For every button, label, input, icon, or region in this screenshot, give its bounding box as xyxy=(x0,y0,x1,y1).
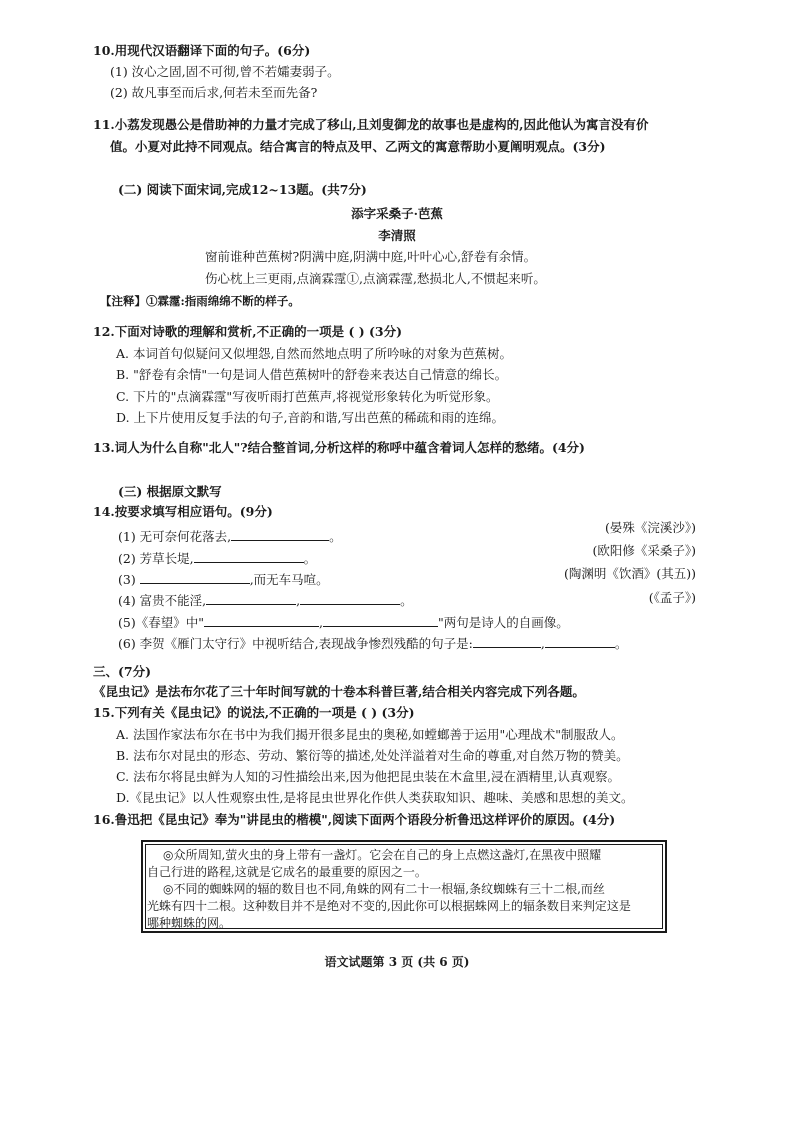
poem-author: 李清照 xyxy=(378,228,416,243)
poem-note: 【注释】①霖霪:指雨绵绵不断的样子。 xyxy=(100,294,300,308)
part-3-intro: 《昆虫记》是法布尔花了三十年时间写就的十卷本科普巨著,结合相关内容完成下列各题。 xyxy=(93,684,585,699)
q14-item-3-label: (3) xyxy=(118,572,136,587)
poem-title: 添字采桑子·芭蕉 xyxy=(351,206,443,221)
q14-answer-blank-3[interactable] xyxy=(140,571,250,584)
excerpt-line-2: 自己行进的路程,这就是它成名的最重要的原因之一。 xyxy=(147,865,427,879)
q14-source-4: (《孟子》) xyxy=(648,590,696,605)
q10-sentence-2: (2) 故凡事至而后求,何若未至而先备? xyxy=(110,85,318,100)
q14-answer-blank-5b[interactable] xyxy=(323,614,438,627)
q15-option-d: D.《昆虫记》以人性观察虫性,是将昆虫世界化作供人类获取知识、趣味、美感和思想的美文。 xyxy=(116,790,634,805)
q14-source-3: (陶渊明《饮酒》(其五)) xyxy=(563,566,696,581)
q14-answer-blank-2[interactable] xyxy=(194,550,304,563)
section-3-heading: (三) 根据原文默写 xyxy=(118,484,222,499)
q13-stem: 13.词人为什么自称"北人"?结合整首词,分析这样的称呼中蕴含着词人怎样的愁绪。(4分) xyxy=(93,440,585,455)
q10-stem: 10.用现代汉语翻译下面的句子。(6分) xyxy=(93,43,311,58)
q14-item-3 xyxy=(118,571,329,588)
q10-sentence-1: (1) 汝心之固,固不可彻,曾不若孀妻弱子。 xyxy=(110,64,340,79)
q14-item-6: (6) 李贺《雁门太守行》中视听结合,表现战争惨烈残酷的句子是: , 。 xyxy=(118,636,628,651)
q15-option-c: C. 法布尔将昆虫鲜为人知的习性描绘出来,因为他把昆虫装在木盒里,浸在酒精里,认真观察。 xyxy=(116,769,620,784)
q16-stem: 16.鲁迅把《昆虫记》奉为"讲昆虫的楷模",阅读下面两个语段分析鲁迅这样评价的原因。(4分) xyxy=(93,812,616,827)
q14-item-2: (2) 芳草长堤, 。 xyxy=(118,551,317,566)
q14-answer-blank-6b[interactable] xyxy=(545,635,615,648)
excerpt-line-5: 哪种蜘蛛的网。 xyxy=(147,916,232,930)
page-footer: 语文试题第 3 页 (共 6 页) xyxy=(324,955,470,969)
q12-option-d: D. 上下片使用反复手法的句子,音韵和谐,写出芭蕉的稀疏和雨的连绵。 xyxy=(116,410,504,425)
q16-excerpt-box xyxy=(141,840,667,933)
q14-answer-blank-4b[interactable] xyxy=(300,592,400,605)
q14-source-2: (欧阳修《采桑子》) xyxy=(592,543,696,558)
q14-answer-blank-1[interactable] xyxy=(231,528,329,541)
poem-line-1: 窗前谁种芭蕉树?阴满中庭,阴满中庭,叶叶心心,舒卷有余情。 xyxy=(205,249,537,264)
q14-item-5-label: (5)《春望》中" xyxy=(118,615,204,630)
section-2-heading: (二) 阅读下面宋词,完成12~13题。(共7分) xyxy=(118,182,367,197)
q14-item-6-text: (6) 李贺《雁门太守行》中视听结合,表现战争惨烈残酷的句子是: xyxy=(118,636,473,651)
q11-line-1: 11.小荔发现愚公是借助神的力量才完成了移山,且刘叟御龙的故事也是虚构的,因此他认为寓言没有价 xyxy=(93,117,649,132)
excerpt-line-3: ◎不同的蜘蛛网的辐的数目也不同,角蛛的网有二十一根辐,条纹蜘蛛有三十二根,而丝 xyxy=(163,882,605,896)
q14-item-4: (4) 富贵不能淫, , 。 xyxy=(118,593,413,608)
q14-item-1-text: (1) 无可奈何花落去, xyxy=(118,529,232,544)
q12-stem: 12.下面对诗歌的理解和赏析,不正确的一项是 ( ) (3分) xyxy=(93,324,403,339)
q12-option-a: A. 本词首句似疑问又似埋怨,自然而然地点明了所吟咏的对象为芭蕉树。 xyxy=(116,346,512,361)
part-3-heading: 三、(7分) xyxy=(93,664,152,679)
excerpt-line-4: 光蛛有四十二根。这种数目并不是绝对不变的,因此你可以根据蛛网上的辐条数目来判定这是 xyxy=(147,899,631,913)
q14-answer-blank-4a[interactable] xyxy=(206,592,296,605)
q14-item-2-text: (2) 芳草长堤, xyxy=(118,551,194,566)
q14-source-1: (晏殊《浣溪沙》) xyxy=(604,520,696,535)
q14-item-3-text: ,而无车马喧。 xyxy=(249,572,329,587)
q14-stem: 14.按要求填写相应语句。(9分) xyxy=(93,504,273,519)
poem-line-2: 伤心枕上三更雨,点滴霖霪①,点滴霖霪,愁损北人,不惯起来听。 xyxy=(205,271,546,286)
q14-item-1: (1) 无可奈何花落去, 。 xyxy=(118,529,342,544)
q14-answer-blank-5a[interactable] xyxy=(204,614,319,627)
q14-item-4-text: (4) 富贵不能淫, xyxy=(118,593,207,608)
q12-option-c: C. 下片的"点滴霖霪"写夜听雨打芭蕉声,将视觉形象转化为听觉形象。 xyxy=(116,389,499,404)
q12-option-b: B. "舒卷有余情"一句是词人借芭蕉树叶的舒卷来表达自己情意的绵长。 xyxy=(116,367,508,382)
q11-line-2: 值。小夏对此持不同观点。结合寓言的特点及甲、乙两文的寓意帮助小夏阐明观点。(3分) xyxy=(110,139,606,154)
q15-option-b: B. 法布尔对昆虫的形态、劳动、繁衍等的描述,处处洋溢着对生命的尊重,对自然万物的赞美。 xyxy=(116,748,629,763)
q14-item-5-text: "两句是诗人的自画像。 xyxy=(437,615,569,630)
excerpt-line-1: ◎众所周知,萤火虫的身上带有一盏灯。它会在自己的身上点燃这盏灯,在黑夜中照耀 xyxy=(163,848,602,862)
q14-answer-blank-6a[interactable] xyxy=(473,635,541,648)
q15-option-a: A. 法国作家法布尔在书中为我们揭开很多昆虫的奥秘,如螳螂善于运用"心理战术"制服敌人。 xyxy=(116,727,624,742)
q14-item-5: (5)《春望》中" , "两句是诗人的自画像。 xyxy=(118,615,569,630)
q15-stem: 15.下列有关《昆虫记》的说法,不正确的一项是 ( ) (3分) xyxy=(93,705,415,720)
